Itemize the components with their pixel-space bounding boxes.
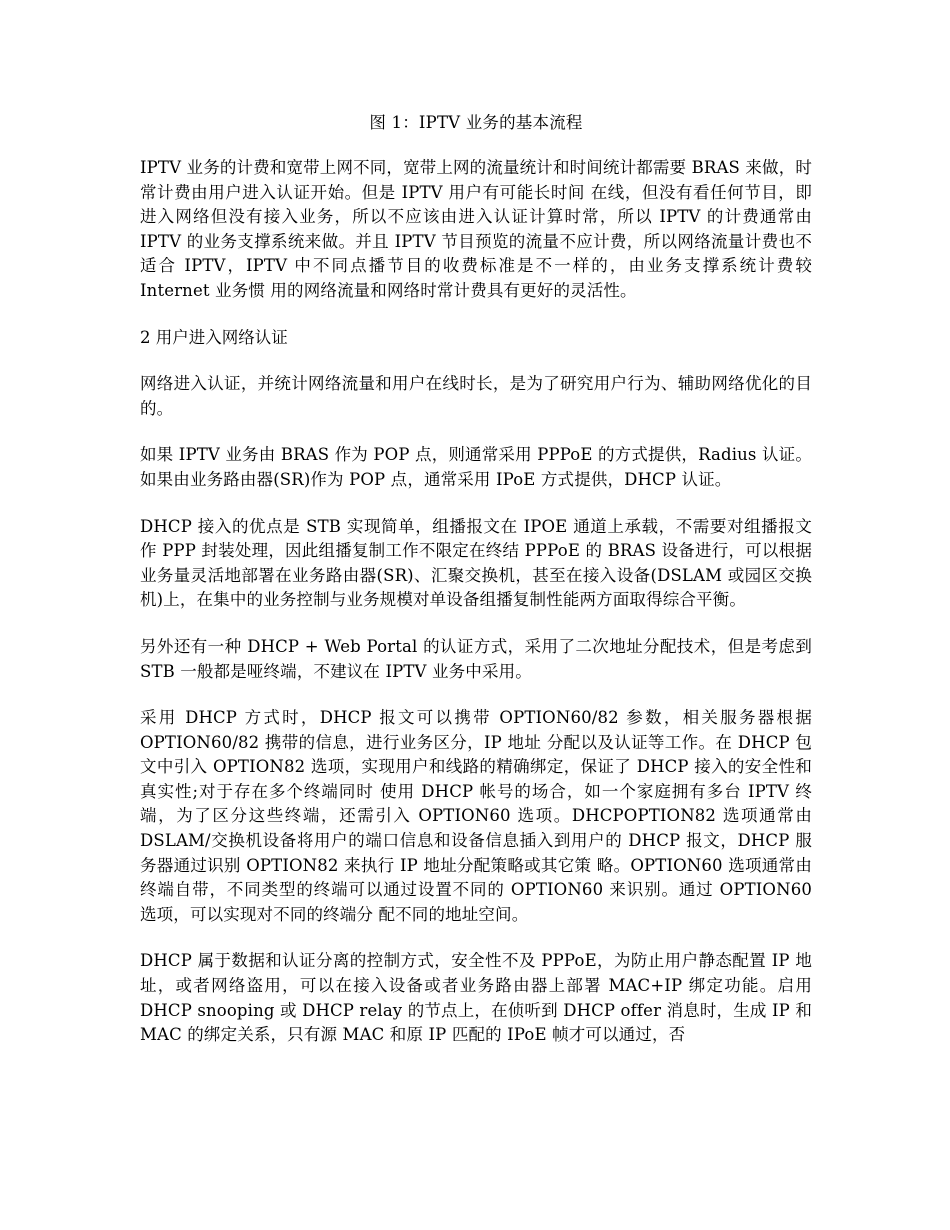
paragraph-web-portal: 另外还有一种 DHCP + Web Portal 的认证方式，采用了二次地址分配技术，但是考虑到 STB 一般都是哑终端，不建议在 IPTV 业务中采用。 xyxy=(140,636,812,681)
paragraph-dhcp-advantages: DHCP 接入的优点是 STB 实现简单，组播报文在 IPOE 通道上承载，不需要对组播报文作 PPP 封装处理，因此组播复制工作不限定在终结 PPPoE 的 BRAS 设备进行，可以根据业务量灵活地部署在业务路由器(SR)、汇聚交换机，甚至在接入设备(DSLAM 或园区交换机)上，在集中的业务控制与业务规模对单设备组播复制性能两方面取得综合平衡。 xyxy=(140,516,812,610)
paragraph-network-auth: 网络进入认证，并统计网络流量和用户在线时长，是为了研究用户行为、辅助网络优化的目的。 xyxy=(140,374,812,418)
figure-caption: 图 1：IPTV 业务的基本流程 xyxy=(369,113,583,132)
paragraph-iptv-billing: IPTV 业务的计费和宽带上网不同，宽带上网的流量统计和时间统计都需要 BRAS 来做，时常计费由用户进入认证开始。但是 IPTV 用户有可能长时间 在线，但没有看任何节目，即进入网络但没有接入业务，所以不应该由进入认证计算时常，所以 IPTV 的计费通常由 IPTV 的业务支撑系统来做。并且 IPTV 节目预览的流量不应计费，所以网络流量计费也不适合 IPTV，IPTV 中不同点播节目的收费标准是不一样的，由业务支撑系统计费较 Internet 业务惯 用的网络流量和网络时常计费具有更好的灵活性。 xyxy=(140,158,812,300)
section-heading: 2 用户进入网络认证 xyxy=(140,327,288,347)
paragraph-dhcp-security: DHCP 属于数据和认证分离的控制方式，安全性不及 PPPoE，为防止用户静态配置 IP 地址，或者网络盗用，可以在接入设备或者业务路由器上部署 MAC+IP 绑定功能。启用 DHCP snooping 或 DHCP relay 的节点上，在侦听到 DHCP offer 消息时，生成 IP 和 MAC 的绑定关系，只有源 MAC 和原 IP 匹配的 IPoE 帧才可以通过，否 xyxy=(140,951,812,1045)
document-page xyxy=(140,110,812,1070)
paragraph-pop-options: 如果 IPTV 业务由 BRAS 作为 POP 点，则通常采用 PPPoE 的方式提供，Radius 认证。如果由业务路由器(SR)作为 POP 点，通常采用 IPoE 方式提供，DHCP 认证。 xyxy=(140,445,812,489)
paragraph-dhcp-options: 采用 DHCP 方式时，DHCP 报文可以携带 OPTION60/82 参数，相关服务器根据 OPTION60/82 携带的信息，进行业务区分，IP 地址 分配以及认证等工作。在 DHCP 包文中引入 OPTION82 选项，实现用户和线路的精确绑定，保证了 DHCP 接入的安全性和真实性;对于存在多个终端同时 使用 DHCP 帐号的场合，如一个家庭拥有多台 IPTV 终端，为了区分这些终端，还需引入 OPTION60 选项。DHCPOPTION82 选项通常由 DSLAM/交换机设备将用户的端口信息和设备信息插入到用户的 DHCP 报文，DHCP 服务器通过识别 OPTION82 来执行 IP 地址分配策略或其它策 略。OPTION60 选项通常由终端自带，不同类型的终端可以通过设置不同的 OPTION60 来识别。通过 OPTION60 选项，可以实现对不同的终端分 配不同的地址空间。 xyxy=(140,708,812,924)
